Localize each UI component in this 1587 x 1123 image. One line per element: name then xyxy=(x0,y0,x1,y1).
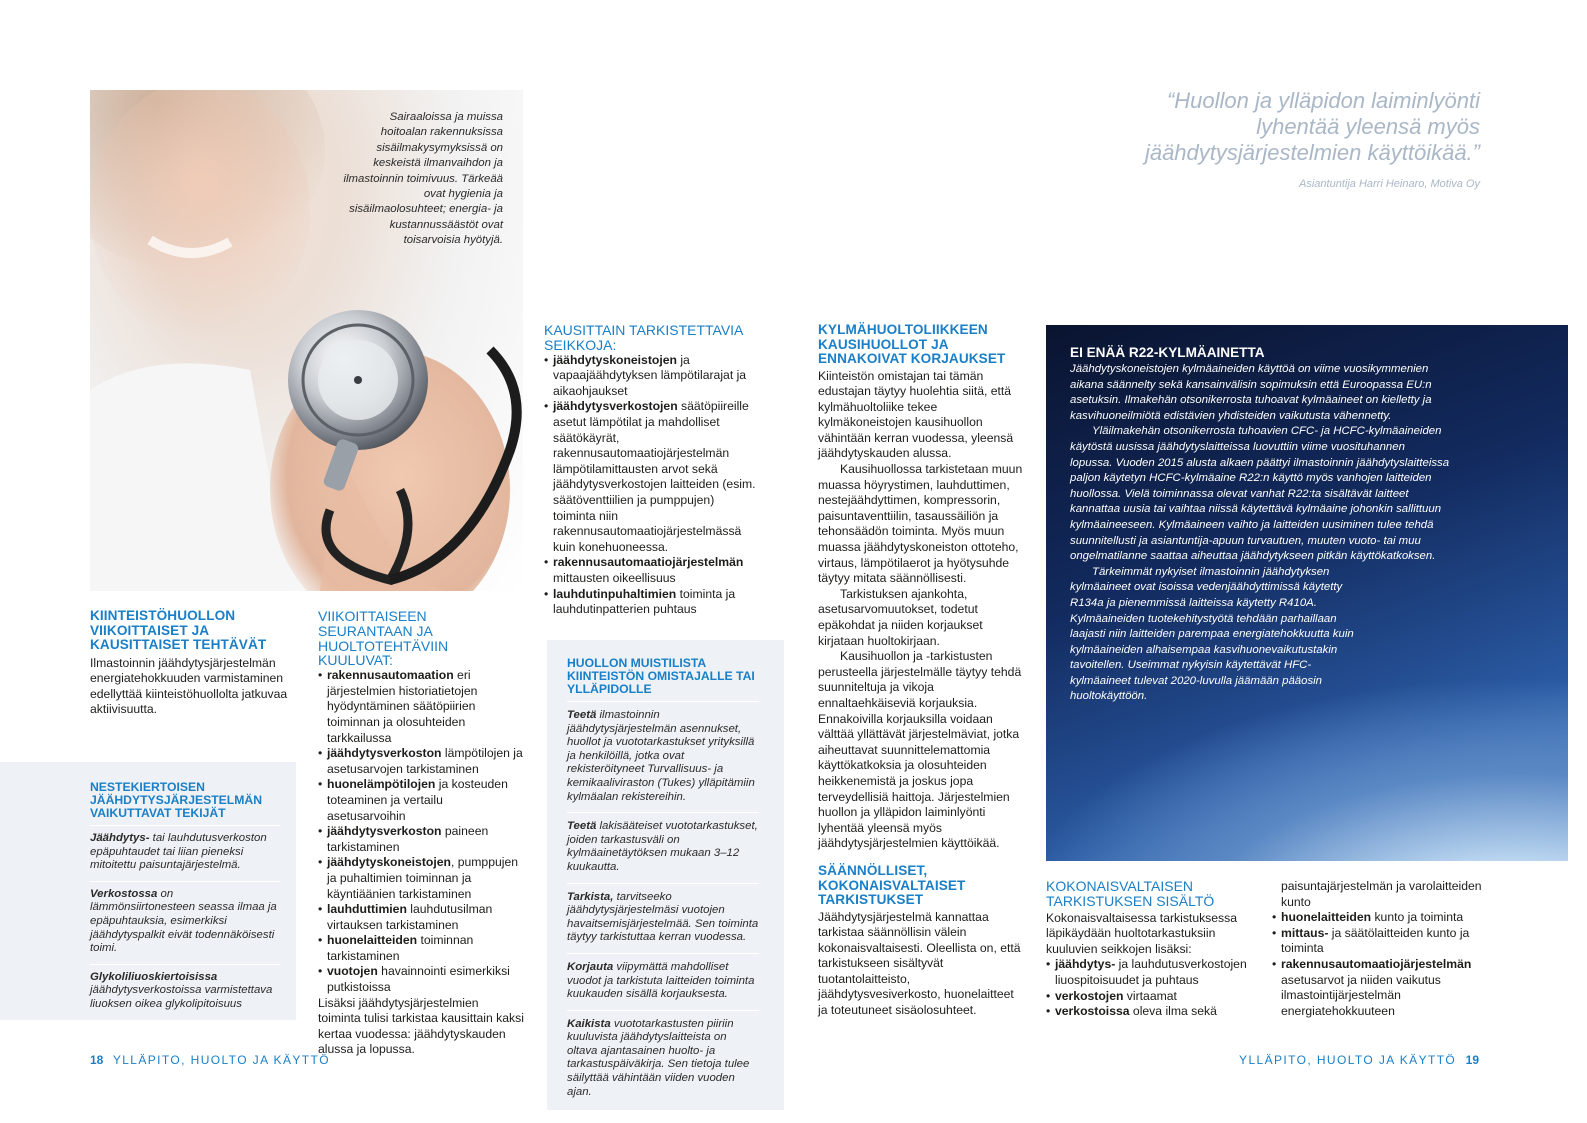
section-regular-body: Jäähdytysjärjestelmä kannattaa tarkistaa säännöllisin välein kokonaisvaltaisesti. Oleellista on, että tarkistukseen sisältyvät tuotantolaitteisto, jäähdytysvesiverkosto, huonelaitteet ja toteutuneet sisäolosuhteet. xyxy=(818,909,1021,1018)
list-item: Glykoliliuoskiertoisissa jäähdytysverkostoissa varmistettava liuoksen oikea glykolipitoisuus xyxy=(90,970,273,1010)
list-item: • huonelaitteiden kunto ja toiminta xyxy=(1272,910,1486,926)
list-item: • mittaus- ja säätölaitteiden kunto ja toiminta xyxy=(1272,926,1486,957)
section-weekly-body: Ilmastoinnin jäähdytysjärjestelmän energiatehokkuuden varmistaminen edellyttää kiinteistöhuollolta jatkuvaa aktiivisuutta. xyxy=(90,655,288,717)
r22-box-text xyxy=(1070,362,1450,705)
list-item: Tarkista, tarvitseeko jäähdytysjärjestelmäsi vuotojen havaitsemisjärjestelmää. Sen toiminta täytyy tarkistuttaa kerran vuodessa. xyxy=(567,890,759,944)
section-content-continued: paisuntajärjestelmän ja varolaitteiden kunto xyxy=(1281,879,1482,909)
list-item: • huonelaitteiden toiminnan tarkistaminen xyxy=(318,933,524,964)
list-item: • rakennusautomaatiojärjestelmän asetusarvot ja niiden vaikutus ilmastointijärjestelmän energiatehokkuuteen xyxy=(1272,957,1486,1019)
page-number: 18 xyxy=(90,1053,104,1067)
section-follow-heading: VIIKOITTAISEEN SEURANTAAN JA HUOLTOTEHTÄVIIN KUULUVAT: xyxy=(318,608,449,669)
footer-title: YLLÄPITO, HUOLTO JA KÄYTTÖ xyxy=(1239,1053,1457,1067)
earth-atmosphere-image xyxy=(1046,325,1568,861)
list-item: • jäähdytyskoneistojen, pumppujen ja puhaltimien toiminnan ja käyntiäänien tarkistaminen xyxy=(318,855,524,902)
follow-list xyxy=(318,668,524,995)
section-regular xyxy=(818,864,1026,1019)
section-weekly xyxy=(90,609,290,718)
pull-quote: “Huollon ja ylläpidon laiminlyönti lyhentää yleensä myös jäähdytysjärjestelmien käyttöikää.” xyxy=(1144,88,1480,165)
list-item: • rakennusautomaation eri järjestelmien historiatietojen hyödyntäminen säätöpiirien toiminnan ja olosuhteiden tarkkailussa xyxy=(318,668,524,746)
footer-left xyxy=(90,1053,330,1067)
list-item: • huonelämpötilojen ja kosteuden toteaminen ja vertailu asetusarvoihin xyxy=(318,777,524,824)
list-item: • jäähdytyskoneistojen ja vapaajäähdytyksen lämpötilarajat ja aikaohjaukset xyxy=(544,353,756,400)
paragraph: Jäähdytyskoneistojen kylmäaineiden käyttöä on viime vuosikymmenien aikana säännelty sekä kansainvälisin sopimuksin että Euroopassa EU:n asetuksin. Ilmakehän otsonikerrosta tuhoavat kylmäaineet on kielletty ja kasvihuoneilmiötä edistävien yhdisteiden vaikutusta vähennetty. xyxy=(1070,363,1432,422)
quote-source: Asiantuntija Harri Heinaro, Motiva Oy xyxy=(1299,178,1480,190)
r22-box-title: EI ENÄÄ R22-KYLMÄAINETTA xyxy=(1070,345,1265,360)
seasonal-list xyxy=(544,353,756,618)
list-item: • verkostoissa oleva ilma sekä xyxy=(1046,1004,1258,1020)
section-content-cont xyxy=(1272,879,1486,1019)
list-item: Teetä ilmastoinnin jäähdytysjärjestelmän asennukset, huollot ja vuototarkastukset yrityksillä ja henkilöillä, jotka ovat rekisteröityneet Turvallisuus- ja kemikaaliviraston (Tukes) ylläpitämiin kylmäalan rekistereihin. xyxy=(567,709,755,803)
section-seasonal-heading: KAUSITTAIN TARKISTETTAVIA SEIKKOJA: xyxy=(544,322,743,353)
list-item: • lauhduttimien lauhdutusilman virtauksen tarkistaminen xyxy=(318,902,524,933)
footer-title: YLLÄPITO, HUOLTO JA KÄYTTÖ xyxy=(112,1053,330,1067)
paragraph: Yläilmakehän otsonikerrosta tuhoavien CFC- ja HCFC-kylmäaineiden käytöstä uusissa jäähdytyslaitteissa luovuttiin viime vuosituhannen lopussa. Vuoden 2015 alusta alkaen päättyi ilmastoinnin jäähdytyslaitteissa paljon käytetyn HCFC-kylmäaine R22:n käyttö myös vanhojen laitteiden huollossa. Vielä toiminnassa olevat vanhat R22:ta sisältävät laitteet kannattaa uusia tai vaihtaa niissä käytettävä kylmäaine johonkin sallittuun kylmäaineeseen. Kylmäaineen vaihto ja laitteiden uusiminen tulee tehdä suunnitellusti ja asiantuntija-apuun turvautuen, muuten vuoto- tai muu ongelmatilanne saattaa aiheuttaa jäähdytykseen pitkän käyttökatkoksen. xyxy=(1070,425,1450,563)
page-number: 19 xyxy=(1465,1053,1479,1067)
section-content-intro: Kokonaisvaltaisessa tarkistuksessa läpikäydään huoltotarkastuksiin kuuluvien seikkojen lisäksi: xyxy=(1046,910,1238,956)
photo-caption: Sairaaloissa ja muissa hoitoalan rakennuksissa sisäilmakysymyksissä on keskeistä ilmanvaihdon ja ilmastoinnin toimivuus. Tärkeää ovat hygienia ja sisäilmaolosuhteet; energia- ja kustannussäästöt ovat toisarvoisia hyötyjä. xyxy=(343,111,503,247)
list-item: Korjauta viipymättä mahdolliset vuodot ja tarkistuta laitteiden toiminta kuukauden sisällä korjauksesta. xyxy=(567,960,755,1001)
list-item: • jäähdytysverkostojen säätöpiireille asetut lämpötilat ja mahdolliset säätökäyrät, rakennusautomaatiojärjestelmän lämpötilamittausten arvot sekä jäähdytysverkostojen laitteiden (esim. säätöventtiilien ja pumppujen) toiminta niin rakennusautomaatiojärjestelmässä kuin konehuoneessa. xyxy=(544,399,756,555)
list-item: Verkostossa on lämmönsiirtonesteen seassa ilmaa ja epäpuhtauksia, esimerkiksi jäähdytyspalkit eivät todennäköisesti toimi. xyxy=(90,887,277,955)
list-item: • vuotojen havainnointi esimerkiksi putkistoissa xyxy=(318,964,524,995)
doctor-photo xyxy=(90,90,523,591)
info-box-factors-heading: NESTEKIERTOISEN JÄÄHDYTYSJÄRJESTELMÄN VAIKUTTAVAT TEKIJÄT xyxy=(90,780,263,820)
info-box-checklist-heading: HUOLLON MUISTILISTA KIINTEISTÖN OMISTAJALLE TAI YLLÄPIDOLLE xyxy=(567,656,755,696)
list-item: Kaikista vuototarkastusten piiriin kuuluvista jäähdytyslaitteista on oltava ajantasainen huolto- ja tarkastuspäiväkirja. Sen tietoja tulee säilyttää vähintään viiden vuoden ajan. xyxy=(567,1017,750,1098)
list-item: Teetä lakisääteiset vuototarkastukset, joiden tarkastusväli on kylmäainetäytöksen mukaan 3–12 kuukautta. xyxy=(567,820,758,873)
list-item: • lauhdutinpuhaltimien toiminta ja lauhdutinpatterien puhtaus xyxy=(544,587,756,618)
section-follow xyxy=(318,609,524,1058)
section-seasonal xyxy=(544,323,756,618)
content-list-b xyxy=(1272,910,1486,1019)
section-content-heading: KOKONAISVALTAISEN TARKISTUKSEN SISÄLTÖ xyxy=(1046,878,1215,909)
paragraph: Kausihuollon ja -tarkistusten perusteella järjestelmälle täytyy tehdä suunniteltuja ja vikoja ennaltaehkäiseviä korjauksia. Ennakoivilla korjauksilla voidaan välttää yllättävät järjestelmäviat, jotka aiheuttavat suunnittelemattomia käyttökatkoksia ja olosuhteiden heikkenemistä ja joskus jopa terveydellisiä haittoja. Järjestelmien huollon ja ylläpidon laiminlyönti lyhentää yleensä myös jäähdytysjärjestelmien käyttöikää. xyxy=(818,649,1022,851)
info-box-factors xyxy=(0,762,296,1020)
footer-right xyxy=(1239,1053,1479,1067)
paragraph: Kausihuollossa tarkistetaan muun muassa höyrystimen, lauhduttimen, nestejäähdyttimen, kompressorin, paisuntaventtiilin, tasaussäiliön ja tehonsäädön toiminta. Myös muun muassa jäähdytyskoneiston ottoteho, virtaus, lämpötilaerot ja hyötysuhde täytyy mitata säännöllisesti. xyxy=(818,462,1023,586)
section-refrig xyxy=(818,323,1026,852)
info-box-checklist xyxy=(547,640,784,1110)
paragraph: Tärkeimmät nykyiset ilmastoinnin jäähdytyksen kylmäaineet ovat isoissa vedenjäähdyttimissä käytetty R134a ja pienemmissä laitteissa käytetty R410A. Kylmäaineiden tuotekehitystyötä tehdään parhaillaan laajasti niin laitteiden parempaa energiatehokkuutta kuin kylmäaineiden alhaisempaa kasvihuonevaikutustakin tavoitellen. Useimmat nykyisin käytettävät HFC-kylmäaineet tulevat 2020-luvulla jäämään pääosin huoltokäyttöön. xyxy=(1070,565,1354,703)
section-refrig-heading: KYLMÄHUOLTOLIIKKEEN KAUSIHUOLLOT JA ENNAKOIVAT KORJAUKSET xyxy=(818,322,1006,366)
list-item: • jäähdytysverkoston paineen tarkistaminen xyxy=(318,824,524,855)
list-item: • verkostojen virtaamat xyxy=(1046,989,1258,1005)
section-follow-after: Lisäksi jäähdytysjärjestelmien toiminta tulisi tarkistaa kausittain kaksi kertaa vuodessa: jäähdytyskauden alussa ja lopussa. xyxy=(318,995,524,1057)
section-weekly-heading: KIINTEISTÖHUOLLON VIIKOITTAISET JA KAUSITTAISET TEHTÄVÄT xyxy=(90,608,267,652)
paragraph: Tarkistuksen ajankohta, asetusarvomuutokset, todetut epäkohdat ja niiden korjaukset kirjataan huoltokirjaan. xyxy=(818,586,983,648)
content-list-a xyxy=(1046,957,1258,1019)
list-item: • jäähdytysverkoston lämpötilojen ja asetusarvojen tarkistaminen xyxy=(318,746,524,777)
section-regular-heading: SÄÄNNÖLLISET, KOKONAISVALTAISET TARKISTUKSET xyxy=(818,863,966,907)
list-item: Jäähdytys- tai lauhdutusverkoston epäpuhtaudet tai liian pieneksi mitoitettu paisuntajärjestelmä. xyxy=(90,832,267,872)
list-item: • rakennusautomaatiojärjestelmän mittausten oikeellisuus xyxy=(544,555,756,586)
section-content xyxy=(1046,879,1258,1020)
list-item: • jäähdytys- ja lauhdutusverkostojen liuospitoisuudet ja puhtaus xyxy=(1046,957,1258,988)
paragraph: Kiinteistön omistajan tai tämän edustajan täytyy huolehtia siitä, että kylmähuoltoliike tekee kylmäkoneistojen kausihuollon vähintään kerran vuodessa, yleensä jäähdytyskauden alussa. xyxy=(818,368,1014,461)
